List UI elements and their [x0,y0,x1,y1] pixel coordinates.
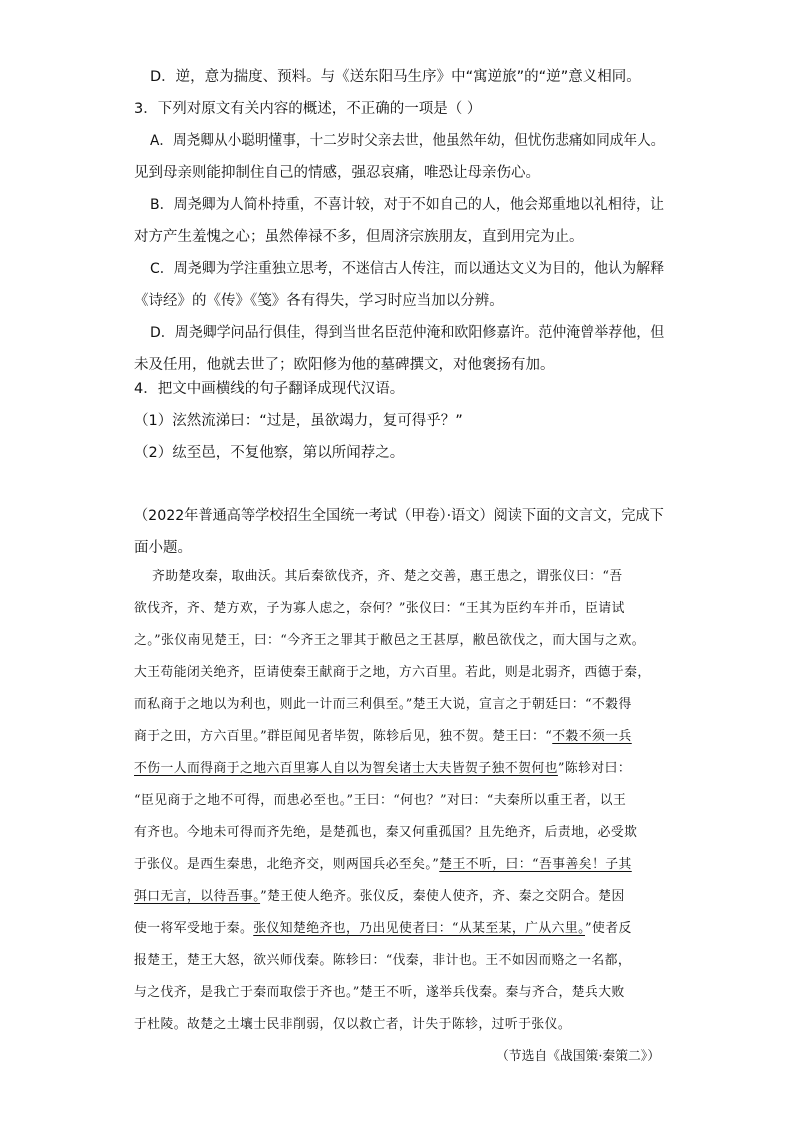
passage-line: 与之伐齐，是我亡于秦而取偿于齐也。”楚王不听，遂举兵伐秦。秦与齐合，楚兵大败 [134,985,625,1000]
passage-line [134,887,625,907]
q3-option-a-line1: A．周尧卿从小聪明懂事，十二岁时父亲去世，他虽然年幼，但忧伤悲痛如同成年人。 [150,133,665,149]
q3-option-b-line1: B．周尧卿为人简朴持重，不喜计较，对于不如自己的人，他会郑重地以礼相待，让 [150,197,664,213]
q3-option-d-line1: D．周尧卿学问品行俱佳，得到当世名臣范仲淹和欧阳修嘉许。范仲淹曾举荐他，但 [150,325,665,341]
passage-line [134,919,632,939]
passage-line [134,855,632,875]
underlined-sentence-2: 楚王不听，曰：“吾事善矣！子其 [439,857,632,872]
passage-source: （节选自《战国策·秦策二》） [495,1049,660,1064]
passage-text: 使一将军受地于秦。 [134,921,254,936]
passage-line [134,759,631,779]
q3-option-d-line2: 未及任用，他就去世了；欧阳修为他的墓碑撰文，对他褒扬有加。 [134,357,555,373]
q4-sentence-1: （1）泫然流涕曰：“过是，虽欲竭力，复可得乎？” [134,413,463,429]
underlined-sentence-3: 张仪知楚绝齐也，乃出见使者曰：“从某至某，广从六里。 [253,921,585,936]
passage-intro-line2: 面小题。 [134,540,192,556]
passage-text: 于张仪。是西生秦患，北绝齐交，则两国兵必至矣。” [134,857,440,872]
passage-line: 报楚王，楚王大怒，欲兴师伐秦。陈轸曰：“伐秦，非计也。王不如因而赂之一名都， [134,953,632,968]
q3-stem: 3．下列对原文有关内容的概述，不正确的一项是（ ） [134,101,482,117]
underlined-sentence-1: 不穀不须一兵 [552,729,632,744]
passage-line: 有齐也。今地未可得而齐先绝，是楚孤也，秦又何重孤国？且先绝齐，后责地，必受欺 [134,825,638,840]
passage-line: 大王苟能闭关绝齐，臣请使秦王献商于之地，方六百里。若此，则是北弱齐，西德于秦， [134,665,651,680]
passage-line: 齐助楚攻秦，取曲沃。其后秦欲伐齐，齐、楚之交善，惠王患之，谓张仪曰：“吾 [152,569,623,584]
underlined-sentence-1: 不伤一人而得商于之地六百里寡人自以为智矣诸士大夫皆贺子独不贺何也 [134,761,558,776]
q3-option-b-line2: 对方产生羞愧之心；虽然俸禄不多，但周济宗族朋友，直到用完为止。 [134,229,584,245]
q4-sentence-2: （2）纮至邑，不复他察，第以所闻荐之。 [134,445,405,461]
q4-stem: 4．把文中画横线的句子翻译成现代汉语。 [134,381,405,397]
q3-option-c-line1: C．周尧卿为学注重独立思考，不迷信古人传注，而以通达文义为目的，他认为解释 [150,261,665,277]
passage-line: 之。”张仪南见楚王，曰：“今齐王之罪其于敝邑之王甚厚，敝邑欲伐之，而大国与之欢。 [134,633,645,648]
passage-text: ”陈轸对曰： [557,761,632,776]
passage-text: ”楚王使人绝齐。张仪反，秦使人使齐，齐、秦之交阴合。楚因 [260,889,625,904]
underlined-sentence-2: 弭口无言，以待吾事。 [134,889,261,904]
passage-line [134,727,632,747]
q2-option-d: D．逆，意为揣度、预料。与《送东阳马生序》中“寓逆旅”的“逆”意义相同。 [150,69,641,85]
passage-text: 商于之田，方六百里。”群臣闻见者毕贺，陈轸后见，独不贺。楚王曰：“ [134,729,553,744]
passage-line: “臣见商于之地不可得，而患必至也。”王曰：“何也？”对曰：“夫秦所以重王者，以王 [134,793,627,808]
passage-line: 而私商于之地以为利也，则此一计而三利俱至。”楚王大说，宣言之于朝廷曰：“不穀得 [134,697,632,712]
passage-line: 于杜陵。故楚之土壤士民非削弱，仅以救亡者，计失于陈轸，过听于张仪。 [134,1017,572,1032]
passage-intro-line1: （2022年普通高等学校招生全国统一考试（甲卷）·语文）阅读下面的文言文，完成下 [134,508,664,524]
passage-line: 欲伐齐，齐、楚方欢，子为寡人虑之，奈何？”张仪曰：“王其为臣约车并币，臣请试 [134,601,625,616]
passage-text: ”使者反 [585,921,632,936]
q3-option-a-line2: 见到母亲则能抑制住自己的情感，强忍哀痛，唯恐让母亲伤心。 [134,165,540,181]
q3-option-c-line2: 《诗经》的《传》《笺》各有得失，学习时应当加以分辨。 [134,293,504,309]
